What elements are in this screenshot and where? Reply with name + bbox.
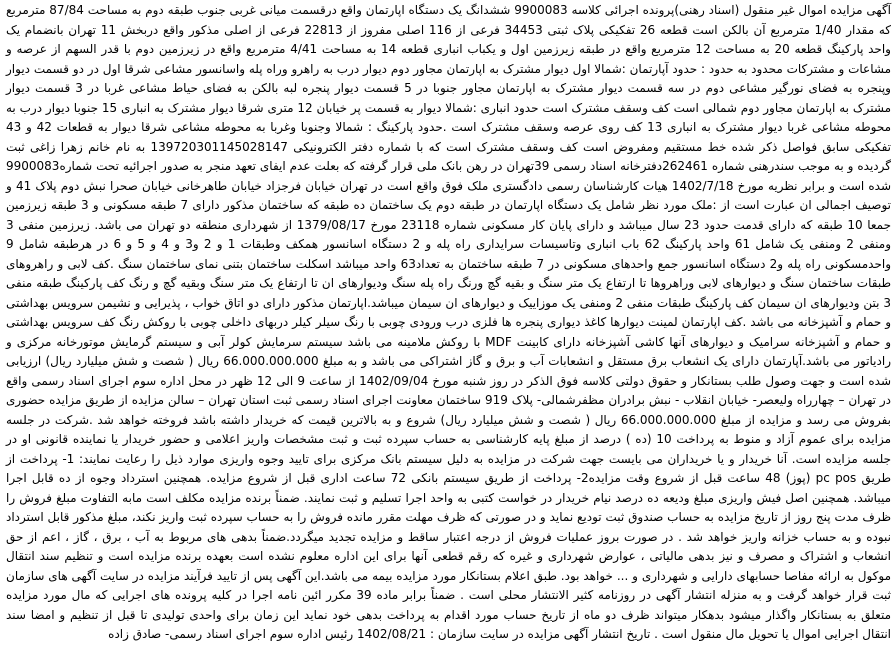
auction-notice-text: آگهی مزایده اموال غیر منقول (اسناد رهنی)پرونده اجرائی کلاسه 9900083 ششدانگ یک دستگاه اپارتمان واقع درقسمت میانی غربی جنوب طبقه دوم به مساحت 87/84 مترمربع که مقدار 1/40 مترمربع آن بالکن است قطعه 26 تفکیکی پلاک ثبتی 34453 فرعی از 116 اصلی مفروز از 22813 فرعی از اصلی مذکور واقع دربخش 11 تهران بانضمام یک واحد پارکینگ قطعه 20 به مساحت 12 مترمربع واقع در طبقه زیرزمین اول و یکباب انباری قطعه 14 به مساحت 4/41 مترمربع واقع در زیرزمین دوم با قدر السهم از عرصه و مشاعات و مشترکات محدود به حدود : حدود آپارتمان :شمالا اول دیوار مشترک به اپارتمان مجاور دوم دیوار درب به راهرو وراه پله واسانسور مشاعی شرقا اول در دو قسمت دیوار وپنجره به فضای نورگیر مشاعی دوم در سه قسمت دیوار مشترک به اپارتمان مجاور جنوبا در 5 قسمت دیوار پنجره لبه بالکن به فضای حیاط مشاعی غربا در 3 قسمت دیوار مشترک به اپارتمان مجاور دوم شمالی است کف وسقف مشترک است حدود انباری :شمالا دیوار به قسمت پر خیابان 12 متری شرقا دیوار مشترک به انباری 15 جنوبا دیوار درب به محوطه مشاعی غربا دیوار مشترک به انباری 13 کف روی عرصه وسقف مشترک است .حدود پارکینگ : شمالا وجنوبا وغربا به محوطه مشاعی شرقا دیوار به قطعات 42 و 43 تفکیکی سابق فواصل ذکر شده خط مستقیم ومفروض است کف وسقف مشترک است که با شماره دفتر الکترونیکی 139720301145028147 به نام خانم زهرا زاغی ثبت گردیده و به موجب سندرهنی شماره 262461دفترخانه اسناد رسمی 39تهران در رهن بانک ملی قرار گرفته که بعلت عدم ایفای تعهد منجر به صدور اجرائیه تحت شماره9900083 شده است و برابر نظریه مورخ 1402/7/18 هیات کارشناسان رسمی دادگستری ملک فوق واقع است در تهران خیابان فرجزاد خیابان طاهرخانی خیابان صحرا نبش دوم پلاک 41 و توصیف اجمالی ان عبارت است از :ملک مورد نظر شامل یک دستگاه اپارتمان در طبقه دوم یک ساختمان ده طبقه که ساختمان مذکور دارای 7 طبقه مسکونی و 3 طبقه زیرزمین جمعا 10 طبقه که دارای قدمت حدود 23 سال میباشد و دارای پایان کار مسکونی شماره 23118 مورخ 1379/08/17 از شهرداری منطقه دو تهران می باشد. زیرزمین منفی 3 ومنفی 2 ومنفی یک شامل 61 واحد پارکینگ 62 باب انباری وتاسیسات سرایداری راه پله و 2 دستگاه اسانسور همکف وطبقات 1 و 2 و3 و 4 و 5 و 6 در هرطبقه شامل 9 واحدمسکونی راه پله و2 دستگاه اسانسور جمع واحدهای مسکونی در 7 طبقه ساختمان به تعداد63 واحد میباشد اسکلت ساختمان بتنی نمای ساختمان سنگ .کف لابی و راهروهای طبقات ساختمان سنگ و دیوارهای لابی وراهروها تا ارتفاع یک متر سنگ و بقیه گچ ورنگ راه پله سنگ ودیوارهای ان تا ارتفاع یک متر سنگ وبقیه گچ و رنگ کف پارکینگ طبقه منفی 3 بتن ودیوارهای ان سیمان کف پارکینگ طبقات منفی 2 ومنفی یک موزاییک و دیوارهای ان سیمان میباشد.اپارتمان مذکور دارای دو اتاق خواب ، پذیرایی و نشیمن سرویس بهداشتی و حمام و آشپزخانه می باشد .کف اپارتمان لمینت دیوارها کاغذ دیواری پنجره ها فلزی درب ورودی چوبی با رنگ سیلر کیلر دربهای داخلی چوبی با روکش رنگ کف سرویس بهداشتی و حمام و آشپزخانه سرامیک و دیوارهای آنها کاشی آشپزخانه دارای کابینت MDF با روکش ملامینه می باشد سیستم سرمایش کولر آبی و سیستم گرمایش موتورخانه مرکزی و رادیاتور می باشد.آپارتمان دارای یک انشعاب برق مستقل و انشعابات آب و برق و گاز اشتراکی می باشد و به مبلغ 66.000.000.000 ریال ( شصت و شش میلیارد ریال) ارزیابی شده است و جهت وصول طلب بستانکار و حقوق دولتی کلاسه فوق الذکر در روز شنبه مورخ 1402/09/04 از ساعت 9 الی 12 ظهر در محل اداره سوم اجرای اسناد رسمی واقع در تهران – چهارراه ولیعصر- خیابان انقلاب - نبش برادران مظفرشمالی- پلاک 919 ساختمان معاونت اجرای اسناد رسمی ثبت استان تهران – سالن مزایده از طریق مزایده حضوری بفروش می رسد و مزایده از مبلغ 66.000.000.000 ریال ( شصت و شش میلیارد ریال) شروع و به بالاترین قیمت که خریدار داشته باشد فروخته خواهد شد .شرکت در جلسه مزایده برای عموم آزاد و منوط به پرداخت 10 (ده ) درصد از مبلغ پایه کارشناسی به حساب سپرده ثبت و ثبت مشخصات واریز اعلامی و حضور خریدار یا نماینده قانونی او در جلسه مزایده است. آنا خریدار و یا خریداران می بایست جهت شرکت در مزایده به دلیل سیستم بانک مرکزی برای تایید وجوه واریزی موارد ذیل را رعایت نمایند: 1- پرداخت از طریق pc pos (پوز) 48 ساعت قبل از شروع وقت مزایده2- پرداخت از طریق سیستم بانکی 72 ساعت اداری قبل از شروع مزایده. همچنین استرداد وجوه از ده قابل اجرا میباشد. همچنین اصل فیش واریزی مبلغ ودیعه ده درصد نیام خریدار در خواست کتبی به واحد اجرا تسلیم و ثبت نمایند. ضمناً برنده مزایده مکلف است مابه التفاوت مبلغ فروش را ظرف مدت پنج روز از تاریخ مزایده به حساب صندوق ثبت تودیع نماید و در صورتی که ظرف مهلت مقرر مانده فروش را به حساب سپرده ثبت واریز نکند، مبلغ مذکور قابل استرداد نبوده و به حساب خزانه واریز خواهد شد . در صورت بروز عملیات فروش از درجه اعتبار ساقط و مزایده تجدید میگردد.ضمناً بدهی های مربوط به آب ، برق ، گاز ، اعم از حق انشعاب و اشتراک و مصرف و نیز بدهی مالیاتی ، عوارض شهرداری و غیره که رقم قطعی آنها برای این اداره معلوم نشده است بعهده برنده مزایده است و تنظیم سند انتقال موکول به ارائه مفاصا حسابهای دارایی و شهرداری و ... خواهد بود. طبق اعلام بستانکار مورد مزایده بیمه می باشد.این آگهی پس از تایید فرآیند مزایده در سایت آگهی های سازمان ثبت قرار خواهد گرفت و به منزله انتشار آگهی در روزنامه کثیر الانتشار محلی است . ضمناً برابر ماده 39 مکرر ائین نامه اجرا در کلیه پرونده های اجرایی که مال مورد مزایده متعلق به بستانکار واگذار میشود بدهکار میتواند ظرف دو ماه از تاریخ حساب مورد اقدام به پرداخت بدهی خود نماید این زمان برای واحدی تولیدی تا قبل از تنظیم و امضا سند انتقال اجرایی اموال یا تحویل مال منقول است . تاریخ انتشار آگهی مزایده در سایت سازمان : 1402/08/21 رئیس اداره سوم اجرای اسناد رسمی- صادق زاده bbox=[6, 3, 892, 641]
